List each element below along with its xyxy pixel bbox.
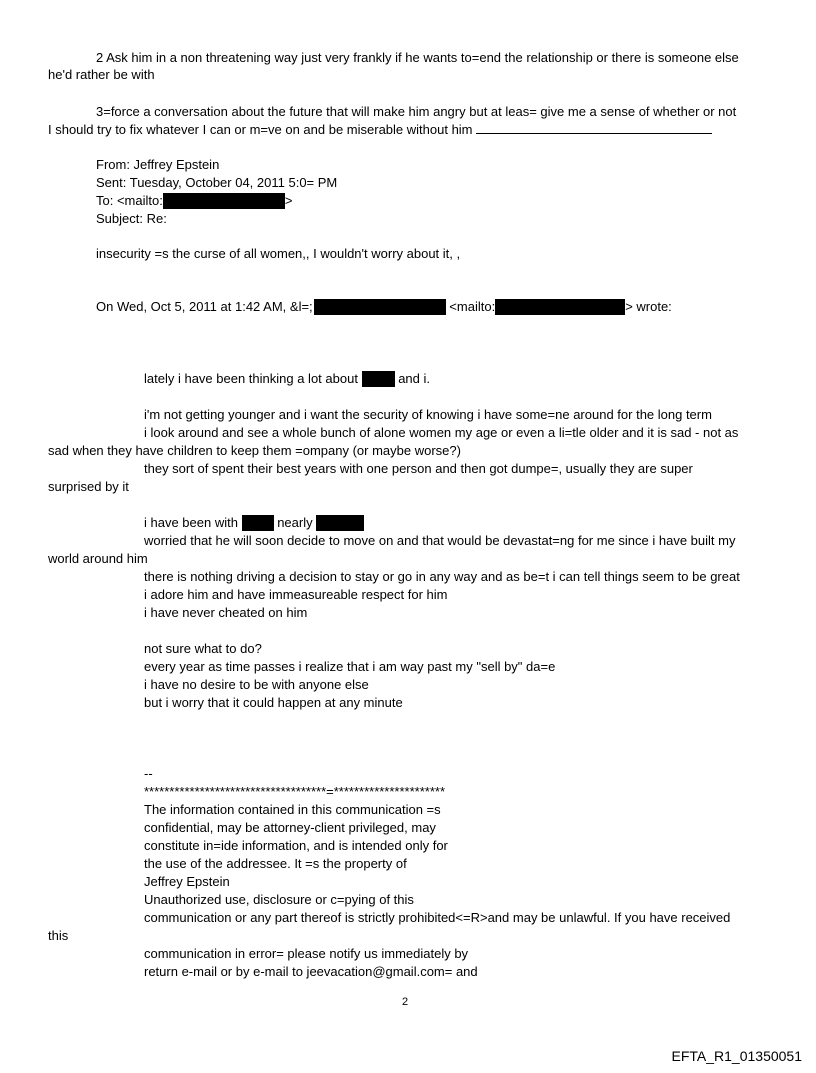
disclaimer-line: The information contained in this communication =s: [144, 802, 441, 817]
body-line: i adore him and have immeasureable respect for him: [144, 587, 448, 602]
body-line: i'm not getting younger and i want the security of knowing i have some=ne around for the long term: [144, 407, 712, 422]
disclaimer-line: the use of the addressee. It =s the property of: [144, 856, 407, 871]
disclaimer-line: confidential, may be attorney-client privileged, may: [144, 820, 436, 835]
header-to-suffix: >: [284, 193, 293, 208]
redaction-box: [316, 515, 364, 531]
body-line: but i worry that it could happen at any minute: [144, 695, 403, 710]
body-line: world around him: [48, 551, 148, 566]
body-line: sad when they have children to keep them =ompany (or maybe worse?): [48, 443, 461, 458]
body-line: surprised by it: [48, 479, 129, 494]
header-from: From: Jeffrey Epstein: [96, 157, 220, 172]
body-line: [144, 515, 364, 531]
para-3-line-2: [48, 121, 712, 138]
document-id: EFTA_R1_01350051: [671, 1048, 802, 1064]
body-line: every year as time passes i realize that i am way past my "sell by" da=e: [144, 659, 556, 674]
redaction-box: [314, 299, 446, 315]
body-line-1-prefix: lately i have been thinking a lot about: [144, 371, 358, 386]
header-to-prefix: To: <mailto:: [96, 193, 163, 208]
disclaimer-line: Jeffrey Epstein: [144, 874, 230, 889]
reply-text: insecurity =s the curse of all women,, I wouldn't worry about it, ,: [96, 246, 461, 261]
body-line: worried that he will soon decide to move on and that would be devastat=ng for me since i have built my: [144, 533, 736, 548]
para-2-line-1: 2 Ask him in a non threatening way just very frankly if he wants to=end the relationship or there is someone else: [96, 50, 739, 65]
quote-header-suffix: > wrote:: [625, 299, 672, 314]
disclaimer-line: communication in error= please notify us immediately by: [144, 946, 469, 961]
header-subject: Subject: Re:: [96, 211, 167, 226]
body-line: i have never cheated on him: [144, 605, 308, 620]
disclaimer-line: Unauthorized use, disclosure or c=pying of this: [144, 892, 414, 907]
body-line-7-mid: nearly: [277, 515, 313, 530]
signature-dashes: --: [144, 766, 153, 781]
page-number: 2: [402, 996, 409, 1008]
disclaimer-line: constitute in=ide information, and is intended only for: [144, 838, 448, 853]
header-sent: Sent: Tuesday, October 04, 2011 5:0= PM: [96, 175, 338, 190]
redaction-box: [242, 515, 274, 531]
disclaimer-line: communication or any part thereof is strictly prohibited<=R>and may be unlawful. If you have received: [144, 910, 731, 925]
body-line-1-suffix: and i.: [398, 371, 430, 386]
signature-line: [476, 121, 712, 134]
redaction-box: [163, 193, 285, 209]
para-2-line-2: he'd rather be with: [48, 67, 155, 82]
body-line-7-prefix: i have been with: [144, 515, 238, 530]
disclaimer-line: this: [48, 928, 69, 943]
redaction-box: [495, 299, 625, 315]
disclaimer-stars: ************************************=**********************: [144, 784, 446, 799]
quote-header-mailto: <mailto:: [449, 299, 496, 314]
quote-header-prefix: On Wed, Oct 5, 2011 at 1:42 AM, &l=;: [96, 299, 313, 314]
header-to: [96, 193, 292, 209]
quote-header: [96, 299, 672, 315]
para-3-line-2-text: I should try to fix whatever I can or m=ve on and be miserable without him: [48, 122, 473, 137]
redaction-box: [362, 371, 395, 387]
body-line: i have no desire to be with anyone else: [144, 677, 369, 692]
para-3-line-1: 3=force a conversation about the future that will make him angry but at leas= give me a sense of whether or not: [96, 104, 737, 119]
body-line: i look around and see a whole bunch of alone women my age or even a li=tle older and it is sad - not as: [144, 425, 739, 440]
body-line: not sure what to do?: [144, 641, 262, 656]
body-line: they sort of spent their best years with one person and then got dumpe=, usually they are super: [144, 461, 693, 476]
body-line: there is nothing driving a decision to stay or go in any way and as be=t i can tell things seem to be great: [144, 569, 740, 584]
disclaimer-line: return e-mail or by e-mail to jeevacation@gmail.com= and: [144, 964, 478, 979]
body-line: [144, 371, 430, 387]
